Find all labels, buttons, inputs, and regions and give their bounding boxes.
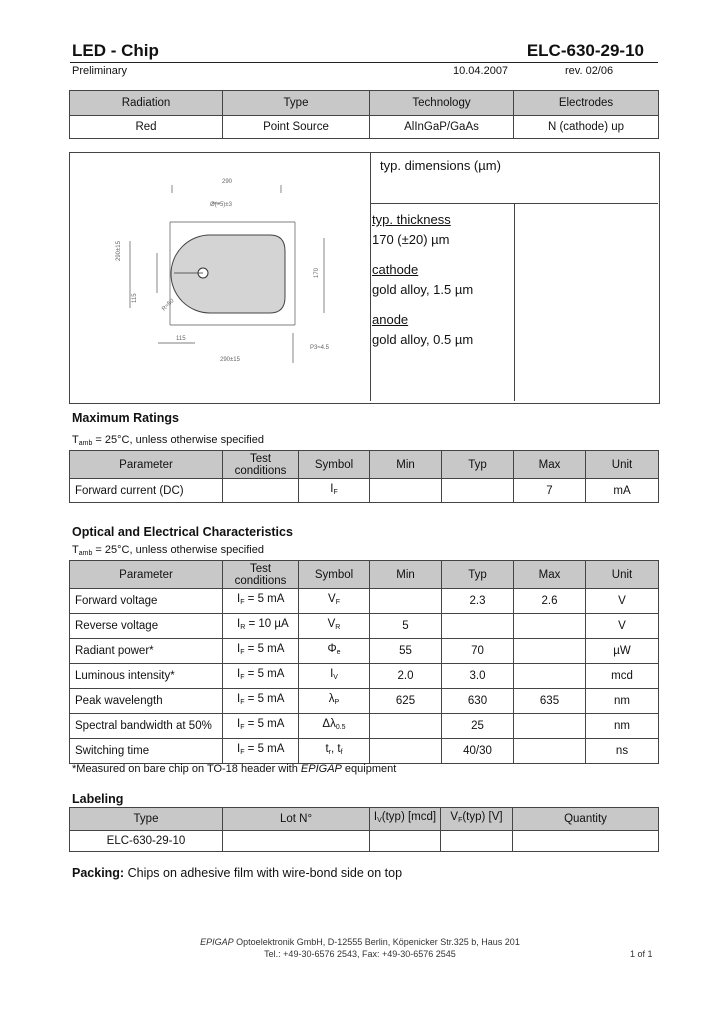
thickness-value: 170 (±20) µm	[372, 232, 450, 247]
summary-table	[69, 90, 659, 139]
col-max: Max	[514, 451, 586, 479]
row-test	[223, 739, 299, 764]
row-test	[223, 479, 299, 503]
row-parameter: Peak wavelength	[70, 689, 223, 714]
row-test	[223, 614, 299, 639]
footnote	[72, 763, 396, 775]
test-rest: = 5 mA	[244, 643, 285, 655]
dim-left-inner: 115	[132, 293, 138, 303]
sym-main: V	[328, 593, 336, 605]
sym-main: V	[327, 618, 336, 630]
test-sub: R	[240, 624, 246, 631]
dim-right-height: 170	[314, 267, 320, 278]
test-main: I	[237, 618, 241, 630]
dim-top-dim: Ø(≈5)±3	[210, 202, 232, 208]
test-main: I	[237, 693, 241, 705]
sym-main: I	[330, 482, 334, 495]
row-max: 2.6	[514, 589, 586, 614]
row-min	[370, 589, 442, 614]
label-iv-value	[370, 831, 441, 852]
revision-text: rev. 02/06	[565, 65, 614, 77]
sym-sub: F	[335, 599, 340, 606]
sym-sub: e	[336, 649, 341, 656]
dim-divider-v2	[514, 203, 515, 401]
row-symbol	[299, 479, 370, 503]
anode-value: gold alloy, 0.5 µm	[372, 332, 474, 347]
table-row	[70, 589, 659, 614]
date-text: 10.04.2007	[453, 65, 509, 77]
sym-sub2: f	[340, 749, 343, 756]
sym-sub: F	[333, 488, 338, 496]
test-main: I	[237, 668, 241, 680]
sym-rest: , t	[331, 743, 341, 755]
col-test: Test conditions	[223, 561, 299, 589]
page-number: 1 of 1	[630, 949, 653, 959]
test-sub: F	[240, 724, 245, 731]
test-rest: = 10 µA	[245, 618, 289, 630]
row-test	[223, 664, 299, 689]
row-symbol	[299, 639, 370, 664]
status-text: Preliminary	[72, 65, 128, 77]
row-max: 635	[514, 689, 586, 714]
dimensions-heading: typ. dimensions (µm)	[380, 158, 501, 173]
label-lot-value	[223, 831, 370, 852]
cond-text: = 25°C, unless otherwise specified	[92, 434, 264, 446]
footnote-brand: EPIGAP	[300, 763, 342, 775]
row-symbol	[299, 739, 370, 764]
row-symbol	[299, 689, 370, 714]
row-parameter: Forward voltage	[70, 589, 223, 614]
footer-address-text: Optoelektronik GmbH, D-12555 Berlin, Köpenicker Str.325 b, Haus 201	[233, 937, 520, 947]
row-unit: mcd	[586, 664, 659, 689]
footer-address	[0, 937, 720, 947]
dim-bottom-width: 115	[176, 336, 186, 342]
sym-sub: 0.5	[335, 724, 346, 731]
document-title: LED - Chip	[72, 41, 159, 60]
dim-bottom-right: P3≈4.5	[310, 345, 329, 351]
row-unit: nm	[586, 714, 659, 739]
row-min	[370, 714, 442, 739]
chip-cathode-pad	[171, 235, 285, 313]
label-vf-value	[441, 831, 513, 852]
sym-sub: r	[328, 749, 331, 756]
row-min: 2.0	[370, 664, 442, 689]
row-typ: 3.0	[442, 664, 514, 689]
row-min: 55	[370, 639, 442, 664]
row-unit: ns	[586, 739, 659, 764]
sym-main: Φ	[327, 643, 337, 655]
test-rest: = 5 mA	[244, 668, 285, 680]
summary-technology: AlInGaP/GaAs	[370, 116, 514, 139]
summary-radiation: Red	[70, 116, 223, 139]
dim-bottom-outer: 290±15	[220, 357, 240, 363]
dim-top-width: 290	[222, 179, 233, 185]
table-row	[70, 664, 659, 689]
cathode-label: cathode	[372, 262, 419, 277]
col-parameter: Parameter	[70, 451, 223, 479]
row-unit: V	[586, 589, 659, 614]
col-typ: Typ	[442, 451, 514, 479]
optical-condition	[72, 544, 264, 557]
cond-sub: amb	[78, 440, 93, 447]
row-max	[514, 714, 586, 739]
packing-text: Chips on adhesive film with wire-bond side on top	[127, 866, 403, 880]
cathode-value: gold alloy, 1.5 µm	[372, 282, 474, 297]
label-quantity-value	[513, 831, 659, 852]
row-typ: 70	[442, 639, 514, 664]
col-max: Max	[514, 561, 586, 589]
row-parameter: Switching time	[70, 739, 223, 764]
label-col-type: Type	[70, 808, 223, 831]
row-max	[514, 639, 586, 664]
summary-electrodes: N (cathode) up	[514, 116, 659, 139]
sym-main: I	[330, 668, 334, 680]
col-min: Min	[370, 561, 442, 589]
footer-brand: EPIGAP	[200, 937, 234, 947]
optical-title: Optical and Electrical Characteristics	[72, 525, 293, 539]
label-col-vf	[441, 808, 513, 831]
row-parameter: Reverse voltage	[70, 614, 223, 639]
row-min	[370, 479, 442, 503]
test-sub: F	[240, 749, 245, 756]
test-rest: = 5 mA	[244, 743, 285, 755]
row-typ	[442, 614, 514, 639]
sym-main: Δλ	[322, 718, 336, 730]
summary-header-electrodes: Electrodes	[514, 91, 659, 116]
test-sub: F	[240, 599, 245, 606]
cond-text: = 25°C, unless otherwise specified	[92, 544, 264, 556]
label-col-iv	[370, 808, 441, 831]
label-col-quantity: Quantity	[513, 808, 659, 831]
anode-label: anode	[372, 312, 409, 327]
vf-sub: F	[458, 817, 463, 824]
max-ratings-condition	[72, 434, 264, 447]
row-typ: 25	[442, 714, 514, 739]
iv-rest: (typ) [mcd]	[381, 811, 437, 823]
labeling-title: Labeling	[72, 792, 124, 806]
row-max	[514, 739, 586, 764]
row-test	[223, 589, 299, 614]
row-unit: nm	[586, 689, 659, 714]
iv-main: I	[373, 811, 378, 823]
col-symbol: Symbol	[299, 561, 370, 589]
col-test: Test conditions	[223, 451, 299, 479]
sym-sub: R	[335, 624, 341, 631]
table-row	[70, 614, 659, 639]
row-test	[223, 689, 299, 714]
summary-header-technology: Technology	[370, 91, 514, 116]
packing-line	[72, 866, 402, 880]
col-typ: Typ	[442, 561, 514, 589]
label-type-value: ELC-630-29-10	[70, 831, 223, 852]
dimensions-box	[69, 152, 660, 404]
row-parameter: Spectral bandwidth at 50%	[70, 714, 223, 739]
test-main: I	[237, 743, 241, 755]
table-row	[70, 739, 659, 764]
row-max	[514, 664, 586, 689]
cond-sub: amb	[78, 550, 93, 557]
row-parameter: Radiant power*	[70, 639, 223, 664]
row-min: 625	[370, 689, 442, 714]
row-min: 5	[370, 614, 442, 639]
footer-contact: Tel.: +49-30-6576 2543, Fax: +49-30-6576 2545	[264, 949, 456, 959]
optical-table	[69, 560, 659, 764]
test-rest: = 5 mA	[244, 593, 285, 605]
row-typ: 2.3	[442, 589, 514, 614]
dim-left-outer: 290±15	[116, 241, 122, 261]
row-parameter: Luminous intensity*	[70, 664, 223, 689]
row-max: 7	[514, 479, 586, 503]
summary-type: Point Source	[223, 116, 370, 139]
row-max	[514, 614, 586, 639]
sym-sub: V	[333, 674, 338, 681]
table-row	[70, 689, 659, 714]
sym-main: λ	[328, 693, 335, 705]
sym-main: t	[325, 743, 329, 755]
col-symbol: Symbol	[299, 451, 370, 479]
footnote-pre: *Measured on bare chip on TO-18 header with	[72, 763, 301, 775]
table-row	[70, 639, 659, 664]
dim-divider-v	[370, 153, 371, 401]
header-rule	[70, 62, 658, 63]
dim-corner: R≈50	[161, 298, 176, 313]
row-symbol	[299, 714, 370, 739]
row-symbol	[299, 589, 370, 614]
labeling-table	[69, 807, 659, 852]
thickness-label: typ. thickness	[372, 212, 451, 227]
test-main: I	[237, 718, 241, 730]
row-test	[223, 714, 299, 739]
row-symbol	[299, 664, 370, 689]
test-rest: = 5 mA	[244, 718, 285, 730]
max-ratings-title: Maximum Ratings	[72, 411, 179, 425]
vf-rest: (typ) [V]	[462, 811, 503, 823]
iv-sub: V	[377, 817, 382, 824]
vf-main: V	[450, 811, 459, 823]
test-main: I	[237, 593, 241, 605]
row-typ: 630	[442, 689, 514, 714]
footnote-post: equipment	[341, 763, 397, 775]
test-sub: F	[240, 649, 245, 656]
row-typ: 40/30	[442, 739, 514, 764]
col-unit: Unit	[586, 451, 659, 479]
row-min	[370, 739, 442, 764]
col-min: Min	[370, 451, 442, 479]
summary-header-type: Type	[223, 91, 370, 116]
row-parameter: Forward current (DC)	[70, 479, 223, 503]
part-number: ELC-630-29-10	[526, 41, 644, 60]
col-unit: Unit	[586, 561, 659, 589]
cond-t: T	[72, 544, 79, 556]
cond-t: T	[72, 434, 79, 446]
col-parameter: Parameter	[70, 561, 223, 589]
row-unit: µW	[586, 639, 659, 664]
row-unit: V	[586, 614, 659, 639]
row-unit: mA	[586, 479, 659, 503]
row-typ	[442, 479, 514, 503]
sym-sub: P	[334, 699, 340, 706]
packing-label: Packing:	[72, 866, 125, 880]
table-row	[70, 714, 659, 739]
test-main: I	[237, 643, 241, 655]
test-sub: F	[240, 699, 245, 706]
label-col-lot: Lot N°	[223, 808, 370, 831]
max-ratings-table	[69, 450, 659, 503]
chip-dimension-drawing	[70, 153, 370, 401]
summary-header-radiation: Radiation	[70, 91, 223, 116]
test-rest: = 5 mA	[244, 693, 285, 705]
row-symbol	[299, 614, 370, 639]
test-sub: F	[240, 674, 245, 681]
row-test	[223, 639, 299, 664]
